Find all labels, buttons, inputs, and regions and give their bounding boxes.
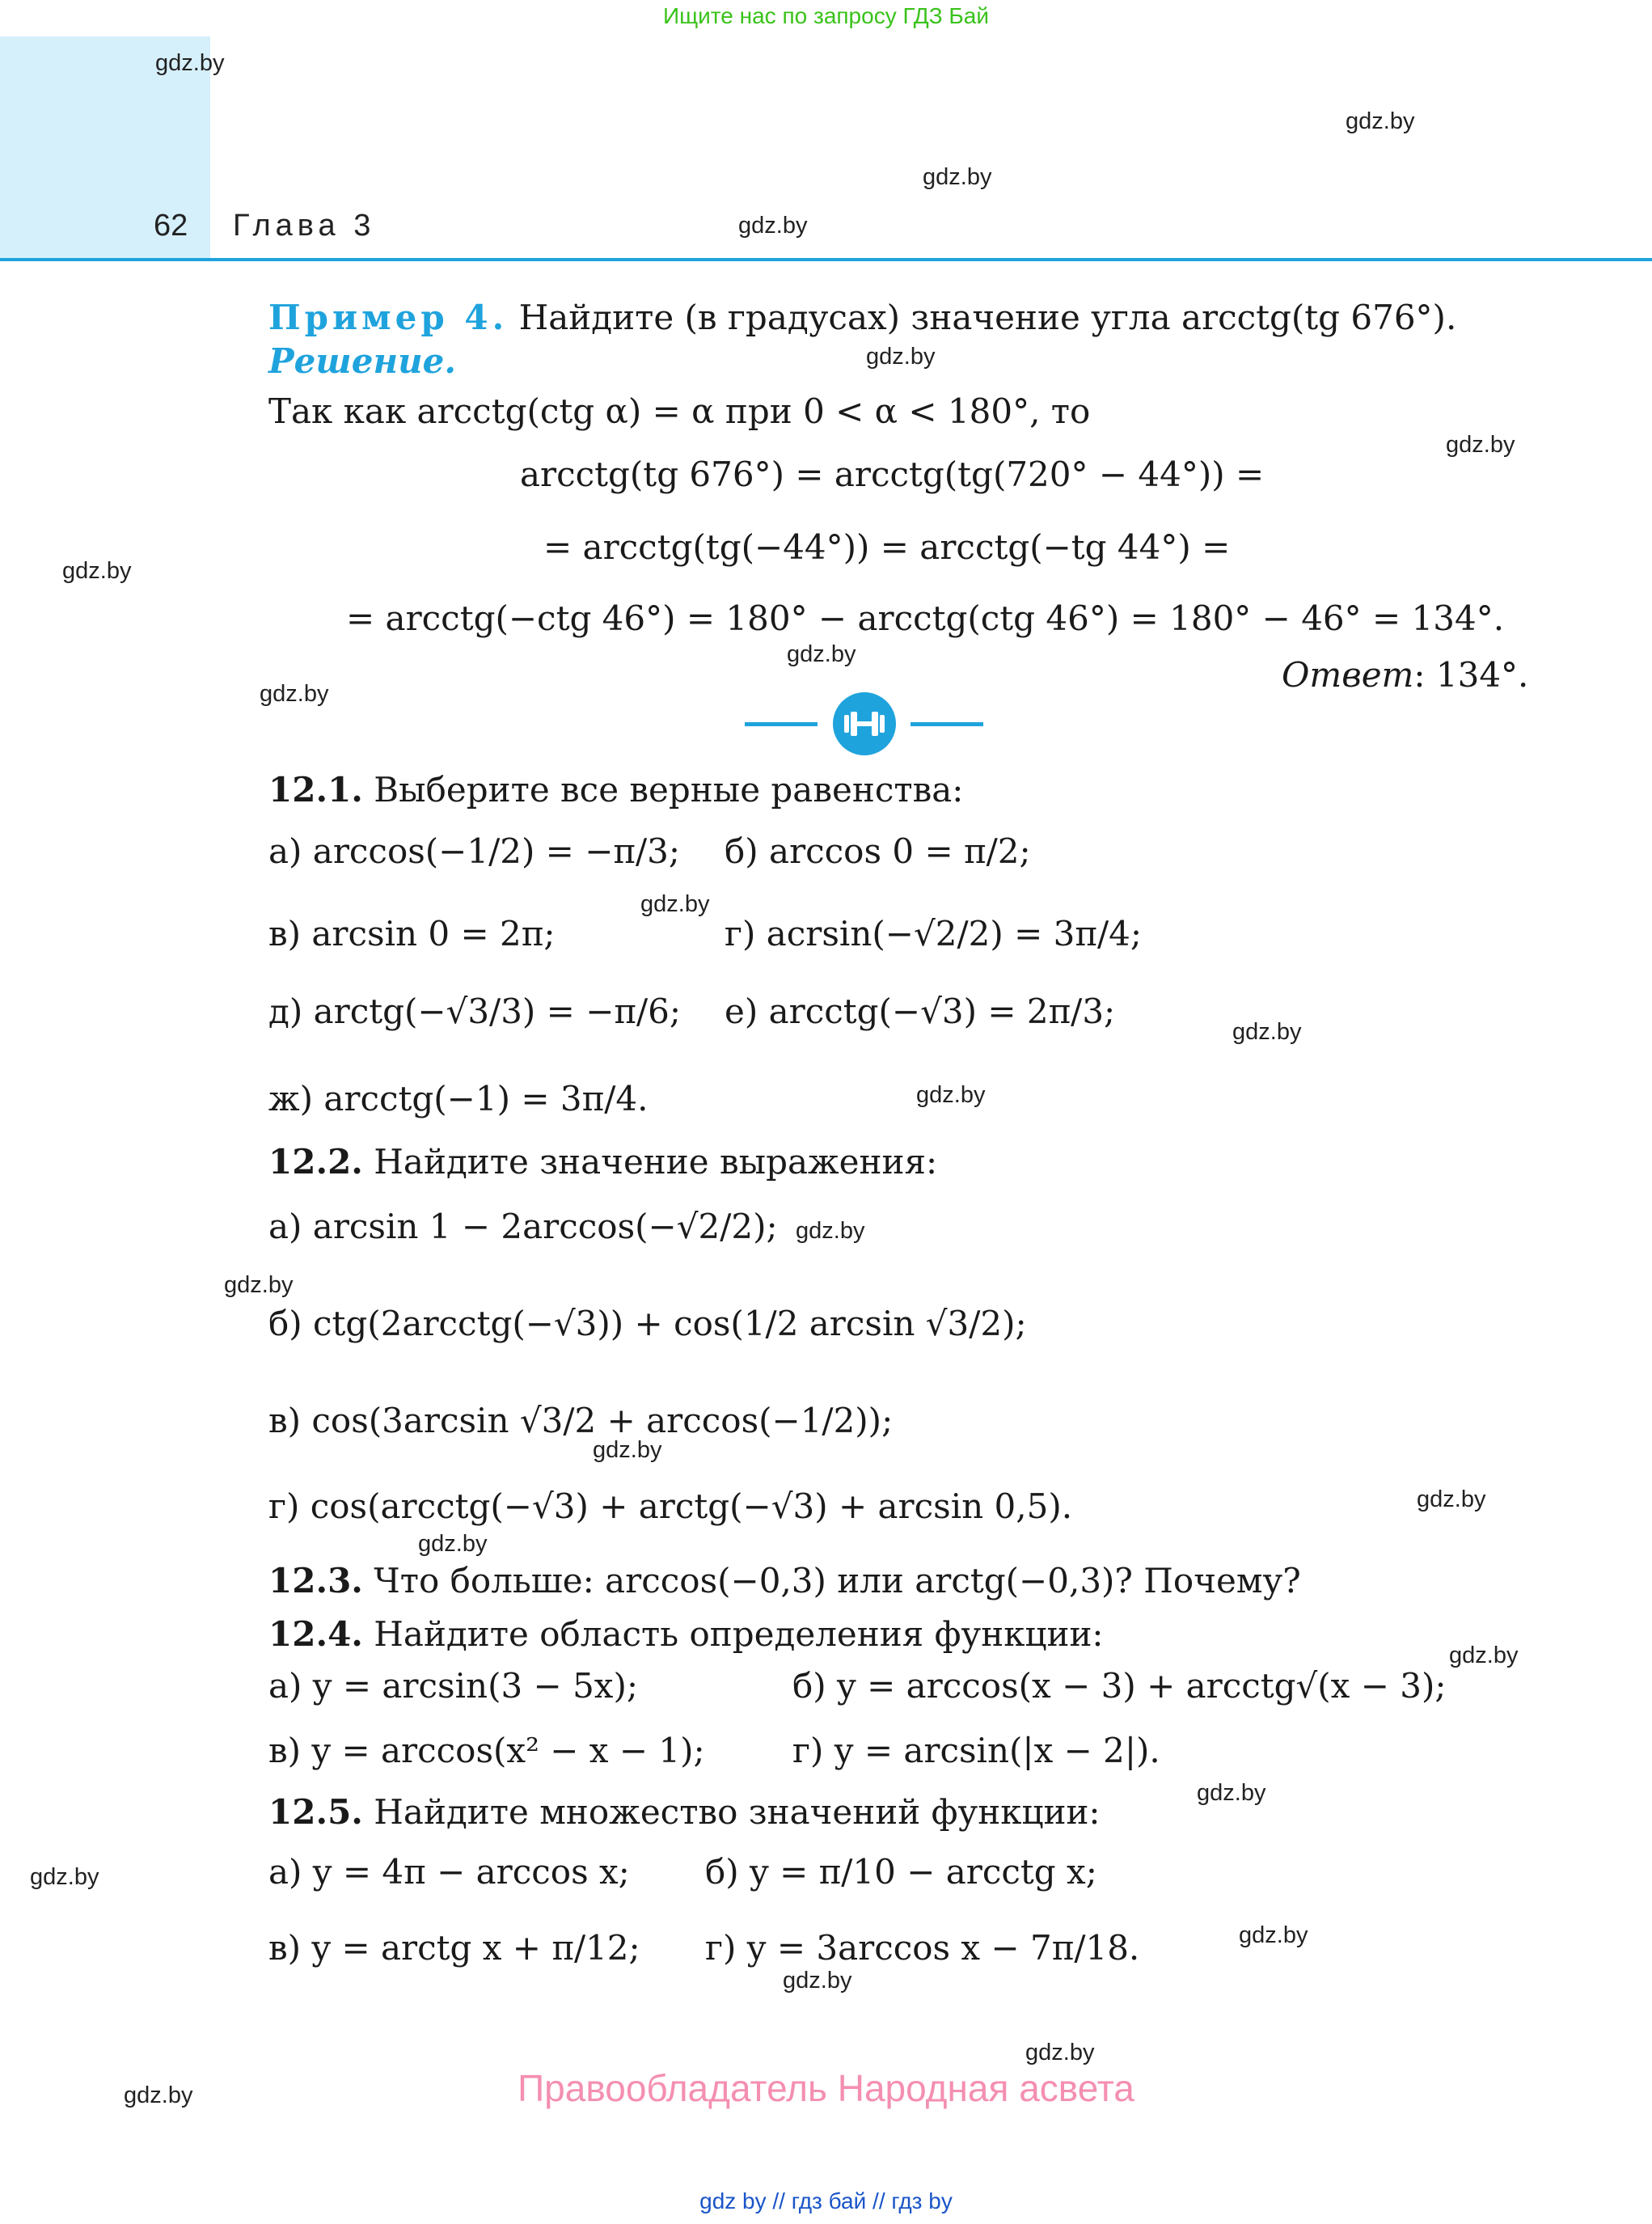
exercise-12-1 xyxy=(268,770,963,810)
ex12-1-b: б) arccos 0 = π/2; xyxy=(725,831,1031,871)
exercise-number: 12.2. xyxy=(268,1142,363,1182)
exercise-number: 12.3. xyxy=(268,1561,363,1600)
exercise-12-4 xyxy=(268,1614,1104,1654)
ex12-1-v: в) arcsin 0 = 2π; xyxy=(268,914,556,953)
watermark: gdz.by xyxy=(796,1218,865,1244)
watermark: gdz.by xyxy=(260,681,329,707)
ex12-2-g: г) cos(arcctg(−√3) + arctg(−√3) + arcsin 0,5). xyxy=(268,1486,1073,1526)
watermark: gdz.by xyxy=(640,891,710,917)
page-number: 62 xyxy=(154,209,188,243)
separator-line-left xyxy=(745,722,818,726)
ex12-2-a: а) arcsin 1 − 2arccos(−√2/2); xyxy=(268,1207,778,1246)
ex12-5-a: а) y = 4π − arccos x; xyxy=(268,1852,630,1892)
exercise-12-2 xyxy=(268,1142,937,1182)
copyright-notice: Правообладатель Народная асвета xyxy=(518,2067,1134,2109)
header-rule xyxy=(0,258,1652,261)
ex12-4-g: г) y = arcsin(|x − 2|). xyxy=(792,1731,1160,1770)
ex12-5-g: г) y = 3arccos x − 7π/18. xyxy=(705,1928,1140,1968)
watermark: gdz.by xyxy=(1232,1019,1302,1045)
exercise-number: 12.1. xyxy=(268,770,363,810)
watermark: gdz.by xyxy=(1417,1486,1486,1512)
exercise-12-5 xyxy=(268,1792,1101,1832)
ex12-4-b: б) y = arccos(x − 3) + arcctg√(x − 3); xyxy=(792,1666,1447,1706)
watermark: gdz.by xyxy=(418,1531,488,1557)
ex12-1-a: а) arccos(−1/2) = −π/3; xyxy=(268,831,681,871)
top-banner[interactable]: Ищите нас по запросу ГДЗ Бай xyxy=(662,3,990,28)
watermark: gdz.by xyxy=(30,1864,99,1890)
example-label: Пример 4. xyxy=(268,298,509,337)
exercise-number: 12.5. xyxy=(268,1792,363,1832)
ex12-1-g: г) acrsin(−√2/2) = 3π/4; xyxy=(725,914,1142,953)
footer-links[interactable]: gdz by // гдз бай // гдз by xyxy=(699,2188,953,2213)
solution-label: Решение. xyxy=(268,341,456,381)
chapter-title: Глава 3 xyxy=(233,209,376,243)
dumbbell-icon xyxy=(833,692,896,755)
exercise-task: Найдите значение выражения: xyxy=(374,1142,938,1182)
ex12-2-b: б) ctg(2arcctg(−√3)) + cos(1/2 arcsin √3/2); xyxy=(268,1304,1027,1343)
answer-label: Ответ xyxy=(1282,655,1414,695)
answer xyxy=(1282,655,1528,695)
watermark: gdz.by xyxy=(738,213,808,239)
ex12-2-v: в) cos(3arcsin √3/2 + arccos(−1/2)); xyxy=(268,1401,894,1440)
watermark: gdz.by xyxy=(62,558,132,584)
watermark: gdz.by xyxy=(1197,1780,1266,1806)
ex12-1-d: д) arctg(−√3/3) = −π/6; xyxy=(268,991,682,1031)
solution-line-2: arcctg(tg 676°) = arcctg(tg(720° − 44°)) = xyxy=(520,455,1265,494)
watermark: gdz.by xyxy=(593,1437,662,1463)
watermark: gdz.by xyxy=(866,344,936,370)
watermark: gdz.by xyxy=(916,1082,986,1108)
example-heading xyxy=(268,298,1456,337)
exercise-task: Что больше: arccos(−0,3) или arctg(−0,3)? Почему? xyxy=(374,1561,1301,1600)
watermark: gdz.by xyxy=(1449,1643,1519,1668)
watermark: gdz.by xyxy=(1239,1922,1308,1948)
watermark: gdz.by xyxy=(783,1968,852,1994)
watermark: gdz.by xyxy=(224,1272,294,1298)
solution-line-3: = arcctg(tg(−44°)) = arcctg(−tg 44°) = xyxy=(543,527,1231,567)
separator-line-right xyxy=(911,722,983,726)
watermark: gdz.by xyxy=(1025,2040,1095,2065)
ex12-5-v: в) y = arctg x + π/12; xyxy=(268,1928,640,1968)
watermark: gdz.by xyxy=(787,641,856,667)
watermark: gdz.by xyxy=(155,50,225,76)
solution-line-4: = arcctg(−ctg 46°) = 180° − arcctg(ctg 46°) = 180° − 46° = 134°. xyxy=(346,598,1505,638)
watermark: gdz.by xyxy=(1446,432,1515,458)
exercise-task: Найдите область определения функции: xyxy=(374,1614,1104,1654)
watermark: gdz.by xyxy=(1346,108,1415,134)
ex12-1-e: е) arcctg(−√3) = 2π/3; xyxy=(725,991,1116,1031)
watermark: gdz.by xyxy=(923,164,992,190)
ex12-4-v: в) y = arccos(x² − x − 1); xyxy=(268,1731,705,1770)
exercise-task: Выберите все верные равенства: xyxy=(374,770,964,810)
example-task: Найдите (в градусах) значение угла arcctg(tg 676°). xyxy=(518,298,1457,337)
exercise-number: 12.4. xyxy=(268,1614,363,1654)
exercise-task: Найдите множество значений функции: xyxy=(374,1792,1101,1832)
ex12-4-a: а) y = arcsin(3 − 5x); xyxy=(268,1666,639,1706)
ex12-1-zh: ж) arcctg(−1) = 3π/4. xyxy=(268,1079,649,1118)
exercise-12-3 xyxy=(268,1561,1301,1600)
ex12-5-b: б) y = π/10 − arcctg x; xyxy=(705,1852,1097,1892)
solution-line-1: Так как arcctg(ctg α) = α при 0 < α < 180°, то xyxy=(268,391,1091,431)
watermark: gdz.by xyxy=(124,2082,193,2108)
answer-value: : 134°. xyxy=(1413,655,1529,695)
